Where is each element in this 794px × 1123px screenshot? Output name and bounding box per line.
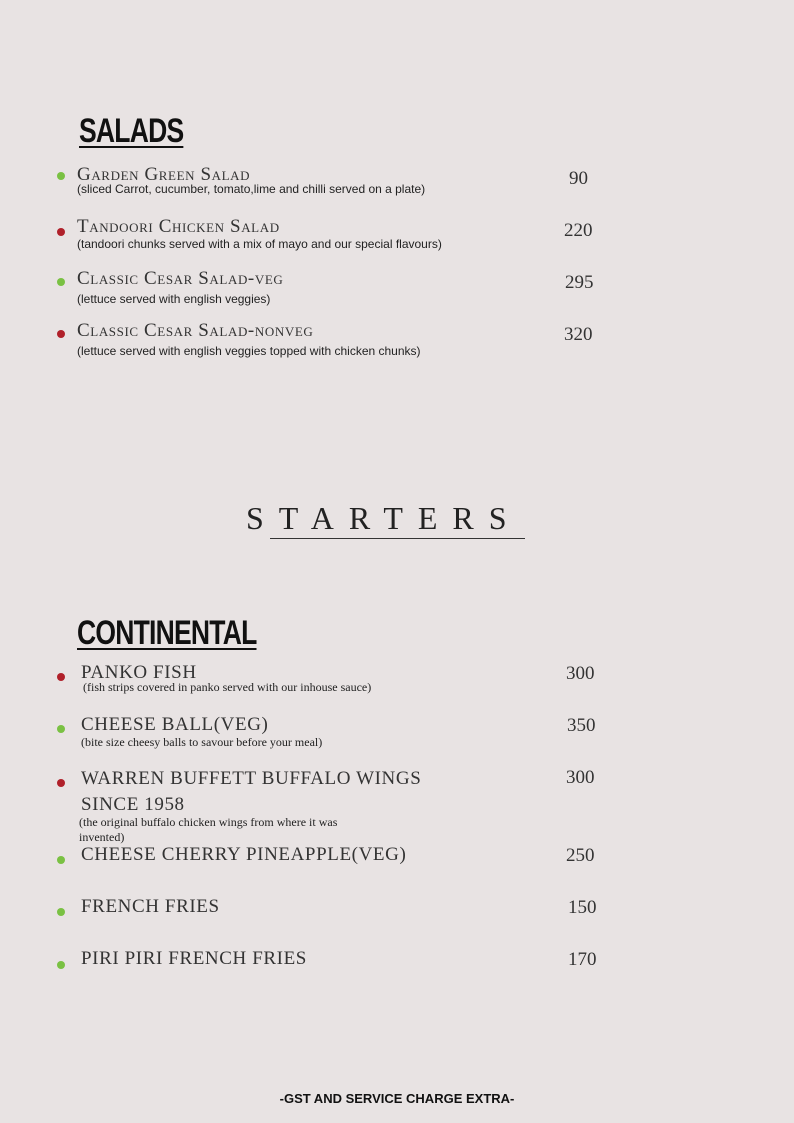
nonveg-marker-icon — [57, 330, 65, 338]
item-price: 220 — [564, 220, 593, 241]
item-name: Classic Cesar Salad-veg — [77, 268, 284, 289]
item-name: PANKO FISH — [81, 662, 197, 683]
item-price: 90 — [569, 168, 588, 189]
item-name: Classic Cesar Salad-nonveg — [77, 320, 314, 341]
item-description: (tandoori chunks served with a mix of mayo and our special flavours) — [77, 237, 442, 251]
salads-heading: SALADS — [79, 112, 184, 150]
starters-heading: STARTERS — [246, 500, 522, 536]
veg-marker-icon — [57, 725, 65, 733]
item-name: WARREN BUFFETT BUFFALO WINGS SINCE 1958 — [81, 768, 422, 815]
item-name: Tandoori Chicken Salad — [77, 216, 280, 237]
item-price: 295 — [565, 272, 594, 293]
item-price: 350 — [567, 715, 596, 736]
item-price: 320 — [564, 324, 593, 345]
item-price: 170 — [568, 949, 597, 970]
item-name: CHEESE BALL(VEG) — [81, 714, 269, 735]
item-description: (lettuce served with english veggies) — [77, 292, 271, 306]
veg-marker-icon — [57, 172, 65, 180]
item-name: FRENCH FRIES — [81, 896, 220, 917]
item-price: 250 — [566, 845, 595, 866]
footer-note: -GST AND SERVICE CHARGE EXTRA- — [279, 1091, 515, 1106]
nonveg-marker-icon — [57, 779, 65, 787]
item-price: 150 — [568, 897, 597, 918]
item-description: (sliced Carrot, cucumber, tomato,lime and chilli served on a plate) — [77, 182, 426, 196]
item-description: (fish strips covered in panko served with our inhouse sauce) — [83, 680, 372, 694]
nonveg-marker-icon — [57, 228, 65, 236]
starters-underline — [270, 538, 525, 539]
item-price: 300 — [566, 767, 595, 788]
item-name: CHEESE CHERRY PINEAPPLE(VEG) — [81, 844, 407, 865]
veg-marker-icon — [57, 856, 65, 864]
continental-heading: CONTINENTAL — [77, 614, 257, 652]
veg-marker-icon — [57, 961, 65, 969]
item-description: (lettuce served with english veggies topped with chicken chunks) — [77, 344, 421, 358]
item-description: (the original buffalo chicken wings from where it was invented) — [79, 815, 338, 844]
nonveg-marker-icon — [57, 673, 65, 681]
item-name: Garden Green Salad — [77, 164, 251, 185]
veg-marker-icon — [57, 278, 65, 286]
veg-marker-icon — [57, 908, 65, 916]
item-price: 300 — [566, 663, 595, 684]
item-description: (bite size cheesy balls to savour before your meal) — [81, 735, 323, 749]
item-name: PIRI PIRI FRENCH FRIES — [81, 948, 307, 969]
